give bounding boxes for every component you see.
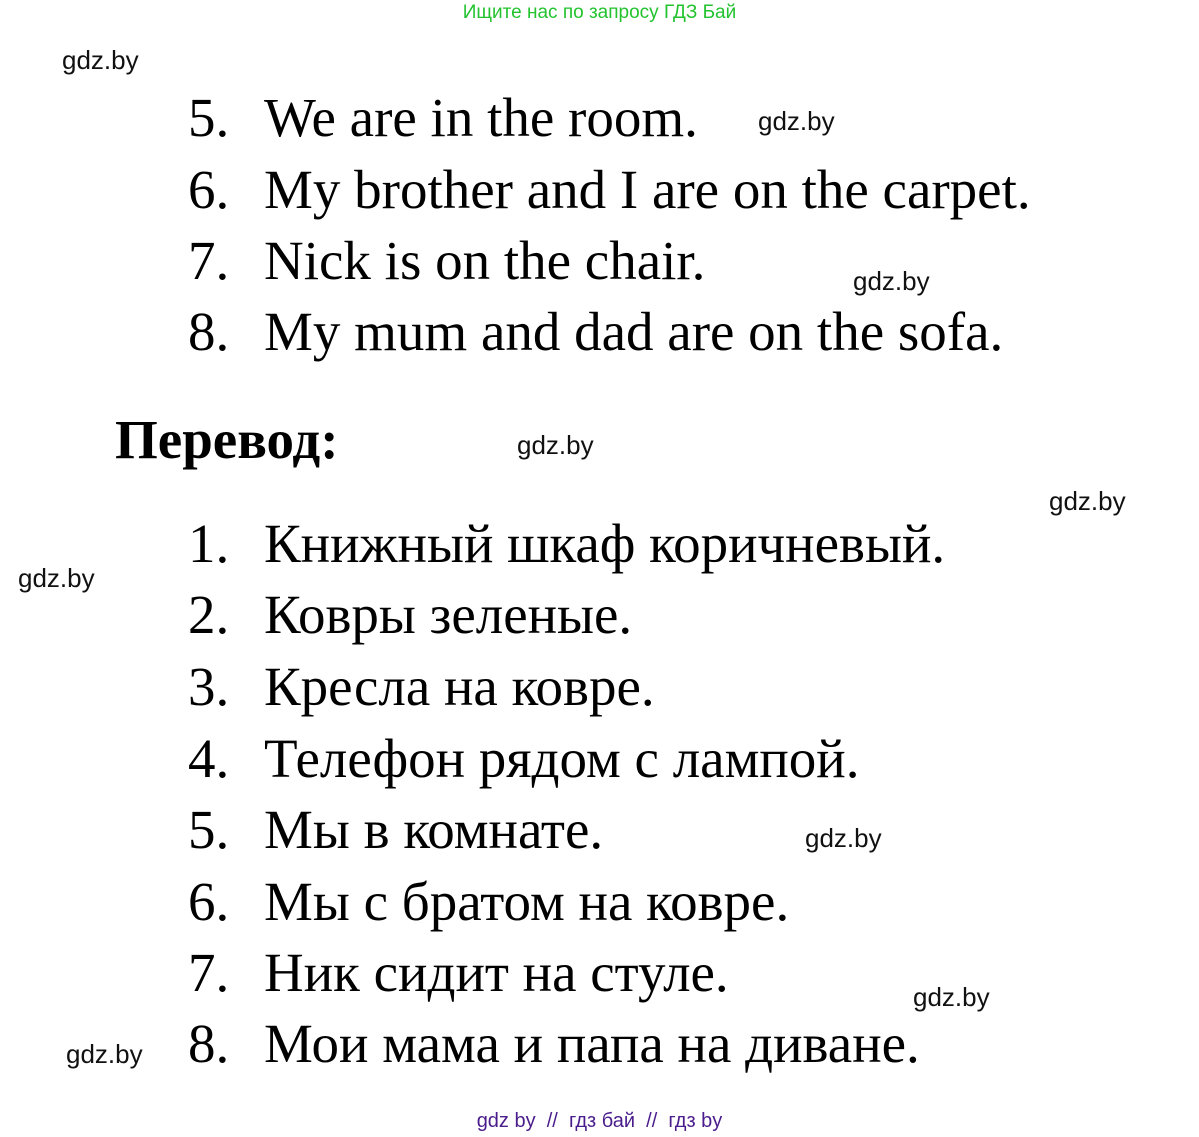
watermark: gdz.by [517,430,594,460]
list-item: 3. Кресла на ковре. [188,656,655,717]
watermark: gdz.by [66,1039,143,1069]
list-item: 8. Мои мама и папа на диване. [188,1013,920,1074]
translation-heading: Перевод: [115,409,339,470]
list-item: 8. My mum and dad are on the sofa. [188,301,1004,362]
watermark: gdz.by [62,45,139,75]
list-item: 4. Телефон рядом с лампой. [188,728,860,789]
list-item: 5. Мы в комнате. [188,799,604,860]
list-item: 6. My brother and I are on the carpet. [188,159,1031,220]
watermark: gdz.by [805,823,882,853]
footer-links[interactable]: gdz by // гдз бай // гдз by [476,1110,723,1132]
watermark: gdz.by [913,982,990,1012]
watermark: gdz.by [18,563,95,593]
list-item: 7. Ник сидит на стуле. [188,942,729,1003]
list-item: 1. Книжный шкаф коричневый. [188,513,946,574]
watermark: gdz.by [853,266,930,296]
list-item: 6. Мы с братом на ковре. [188,871,790,932]
list-item: 2. Ковры зеленые. [188,584,633,645]
search-banner: Ищите нас по запросу ГДЗ Бай [462,2,737,23]
list-item: 5. We are in the room. [188,87,698,148]
list-item: 7. Nick is on the chair. [188,230,706,291]
watermark: gdz.by [758,106,835,136]
watermark: gdz.by [1049,486,1126,516]
